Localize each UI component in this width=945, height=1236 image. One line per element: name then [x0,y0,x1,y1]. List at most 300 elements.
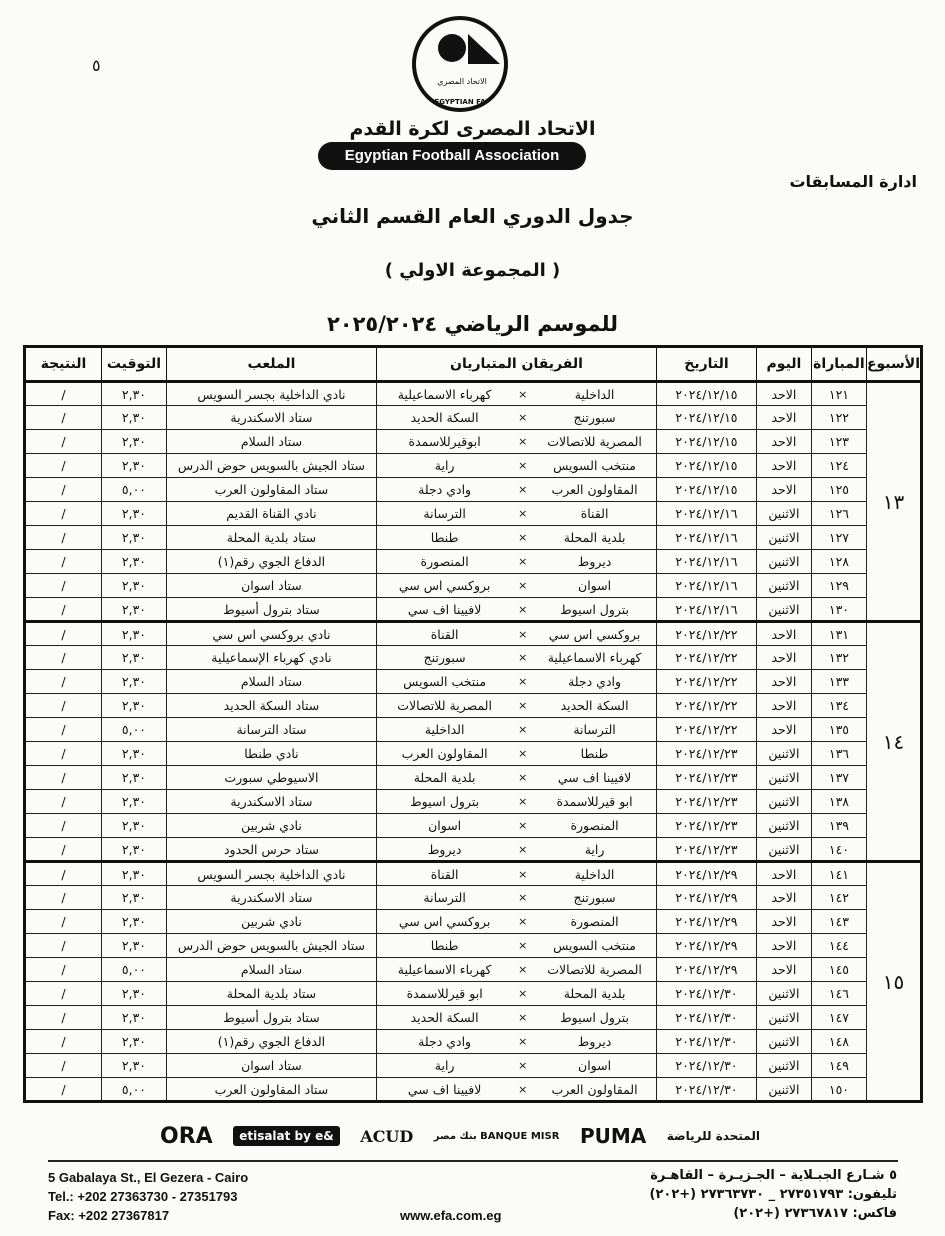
stadium: ستاد المقاولون العرب [166,478,376,502]
time: ٢,٣٠ [101,622,166,646]
match-number: ١٤٥ [811,958,866,982]
vs: × [512,646,533,670]
away-team: بترول اسيوط [376,790,512,814]
group-title: ( المجموعة الاولي ) [384,260,561,281]
vs: × [512,814,533,838]
stadium: ستاد السلام [166,670,376,694]
match-number: ١٢٩ [811,574,866,598]
vs: × [512,478,533,502]
time: ٢,٣٠ [101,790,166,814]
vs: × [512,526,533,550]
match-number: ١٣٦ [811,742,866,766]
day: الاثنين [756,574,811,598]
vs: × [512,958,533,982]
vs: × [512,382,533,406]
home-team: الترسانة [533,718,656,742]
table-row [25,790,922,814]
time: ٢,٣٠ [101,982,166,1006]
match-number: ١٤٢ [811,886,866,910]
vs: × [512,550,533,574]
stadium: ستاد اسوان [166,1054,376,1078]
day: الاحد [756,934,811,958]
vs: × [512,790,533,814]
date: ٢٠٢٤/١٢/٢٢ [656,718,756,742]
stadium: نادي الداخلية بجسر السويس [166,382,376,406]
header-date: التاريخ [656,347,756,382]
vs: × [512,598,533,622]
day: الاثنين [756,1078,811,1102]
result: / [25,862,102,886]
result: / [25,478,102,502]
org-name-arabic: الاتحاد المصرى لكرة القدم [349,118,596,140]
away-team: ابوقيرللاسمدة [376,430,512,454]
day: الاحد [756,454,811,478]
home-team: راية [533,838,656,862]
time: ٢,٣٠ [101,694,166,718]
date: ٢٠٢٤/١٢/١٥ [656,454,756,478]
stadium: نادي شربين [166,814,376,838]
vs: × [512,670,533,694]
away-team: راية [376,454,512,478]
table-row [25,886,922,910]
table-row [25,766,922,790]
schedule-title: جدول الدوري العام القسم الثاني [311,204,634,228]
vs: × [512,742,533,766]
home-team: المقاولون العرب [533,478,656,502]
fixtures-table [23,345,923,1103]
match-number: ١٣٤ [811,694,866,718]
home-team: ديروط [533,1030,656,1054]
away-team: بلدية المحلة [376,766,512,790]
time: ٢,٣٠ [101,910,166,934]
match-number: ١٣٧ [811,766,866,790]
result: / [25,934,102,958]
away-team: لافيينا اف سي [376,1078,512,1102]
day: الاثنين [756,790,811,814]
time: ٢,٣٠ [101,406,166,430]
vs: × [512,1054,533,1078]
match-number: ١٢٣ [811,430,866,454]
date: ٢٠٢٤/١٢/١٦ [656,574,756,598]
date: ٢٠٢٤/١٢/١٥ [656,382,756,406]
away-team: طنطا [376,526,512,550]
away-team: وادي دجلة [376,478,512,502]
away-team: كهرباء الاسماعيلية [376,382,512,406]
vs: × [512,1006,533,1030]
sponsor-banque-misr: بنك مصر BANQUE MISR [433,1130,560,1142]
vs: × [512,622,533,646]
stadium: ستاد السلام [166,430,376,454]
match-number: ١٣٢ [811,646,866,670]
stadium: ستاد الاسكندرية [166,790,376,814]
date: ٢٠٢٤/١٢/٣٠ [656,1006,756,1030]
vs: × [512,766,533,790]
away-team: السكة الحديد [376,406,512,430]
time: ٢,٣٠ [101,430,166,454]
header-week: الأسبوع [866,347,921,382]
home-team: بروكسي اس سي [533,622,656,646]
home-team: المصرية للاتصالات [533,958,656,982]
time: ٢,٣٠ [101,670,166,694]
day: الاثنين [756,982,811,1006]
date: ٢٠٢٤/١٢/٢٢ [656,646,756,670]
table-row [25,598,922,622]
vs: × [512,454,533,478]
day: الاثنين [756,838,811,862]
time: ٥,٠٠ [101,478,166,502]
day: الاحد [756,862,811,886]
date: ٢٠٢٤/١٢/٢٢ [656,670,756,694]
date: ٢٠٢٤/١٢/١٦ [656,598,756,622]
day: الاثنين [756,598,811,622]
time: ٢,٣٠ [101,766,166,790]
stadium: ستاد السكة الحديد [166,694,376,718]
home-team: اسوان [533,1054,656,1078]
match-number: ١٢٤ [811,454,866,478]
time: ٢,٣٠ [101,526,166,550]
time: ٢,٣٠ [101,862,166,886]
table-row [25,622,922,646]
sponsor-etisalat: etisalat by e& [233,1126,340,1146]
date: ٢٠٢٤/١٢/١٥ [656,406,756,430]
table-row [25,814,922,838]
result: / [25,526,102,550]
stadium: ستاد المقاولون العرب [166,1078,376,1102]
match-number: ١٣٣ [811,670,866,694]
away-team: منتخب السويس [376,670,512,694]
table-row [25,502,922,526]
table-row [25,406,922,430]
match-number: ١٣٨ [811,790,866,814]
footer-divider [48,1160,898,1162]
match-number: ١٤٣ [811,910,866,934]
time: ٢,٣٠ [101,646,166,670]
date: ٢٠٢٤/١٢/٣٠ [656,1054,756,1078]
org-name-english: Egyptian Football Association [318,142,586,170]
result: / [25,838,102,862]
result: / [25,790,102,814]
match-number: ١٤٦ [811,982,866,1006]
fax-line: Fax: +202 27367817 [48,1208,170,1223]
vs: × [512,406,533,430]
header-teams: الفريقان المتباريان [376,347,656,382]
stadium: ستاد الاسكندرية [166,886,376,910]
date: ٢٠٢٤/١٢/١٦ [656,526,756,550]
table-row [25,430,922,454]
home-team: المنصورة [533,910,656,934]
home-team: بلدية المحلة [533,526,656,550]
table-row [25,574,922,598]
table-row [25,646,922,670]
address-english [48,1168,248,1225]
date: ٢٠٢٤/١٢/٢٩ [656,862,756,886]
vs: × [512,502,533,526]
time: ٥,٠٠ [101,958,166,982]
header-time: التوقيت [101,347,166,382]
away-team: الترسانة [376,502,512,526]
match-number: ١٤٠ [811,838,866,862]
sponsors-bar [160,1116,760,1156]
table-row [25,526,922,550]
vs: × [512,886,533,910]
match-number: ١٤٤ [811,934,866,958]
table-row [25,910,922,934]
away-team: القناة [376,622,512,646]
date: ٢٠٢٤/١٢/١٦ [656,502,756,526]
day: الاثنين [756,526,811,550]
phone-line-ar: تليفون: ٢٧٣٥١٧٩٣ _ ٢٧٣٦٣٧٣٠ (+٢٠٢) [649,1187,897,1202]
away-team: سبورتنج [376,646,512,670]
result: / [25,1030,102,1054]
match-number: ١٤٧ [811,1006,866,1030]
away-team: اسوان [376,814,512,838]
home-team: القناة [533,502,656,526]
result: / [25,550,102,574]
table-row [25,742,922,766]
time: ٥,٠٠ [101,1078,166,1102]
day: الاثنين [756,742,811,766]
date: ٢٠٢٤/١٢/١٥ [656,430,756,454]
home-team: المصرية للاتصالات [533,430,656,454]
away-team: وادي دجلة [376,1030,512,1054]
result: / [25,910,102,934]
logo-text-ar: الاتحاد المصري [437,77,487,86]
address-line: 5 Gabalaya St., El Gezera - Cairo [48,1170,249,1185]
home-team: سبورتنج [533,406,656,430]
vs: × [512,838,533,862]
result: / [25,958,102,982]
address-arabic [650,1166,898,1223]
header-match: المباراة [811,347,866,382]
page-number: ٥ [92,56,101,75]
header-result: النتيجة [25,347,102,382]
stadium: ستاد بترول أسيوط [166,598,376,622]
time: ٢,٣٠ [101,574,166,598]
date: ٢٠٢٤/١٢/٢٣ [656,814,756,838]
day: الاثنين [756,766,811,790]
stadium: نادي شربين [166,910,376,934]
table-row [25,382,922,406]
header-day: اليوم [756,347,811,382]
stadium: نادي كهرباء الإسماعيلية [166,646,376,670]
date: ٢٠٢٤/١٢/٢٩ [656,886,756,910]
date: ٢٠٢٤/١٢/٢٢ [656,622,756,646]
stadium: ستاد السلام [166,958,376,982]
time: ٥,٠٠ [101,718,166,742]
day: الاحد [756,694,811,718]
result: / [25,766,102,790]
away-team: القناة [376,862,512,886]
vs: × [512,694,533,718]
date: ٢٠٢٤/١٢/٢٩ [656,958,756,982]
day: الاثنين [756,502,811,526]
time: ٢,٣٠ [101,550,166,574]
date: ٢٠٢٤/١٢/٣٠ [656,982,756,1006]
result: / [25,502,102,526]
efa-logo [410,14,510,114]
home-team: بلدية المحلة [533,982,656,1006]
result: / [25,598,102,622]
stadium: نادي طنطا [166,742,376,766]
away-team: ابو قيرللاسمدة [376,982,512,1006]
vs: × [512,1030,533,1054]
date: ٢٠٢٤/١٢/٢٣ [656,742,756,766]
day: الاحد [756,430,811,454]
result: / [25,382,102,406]
time: ٢,٣٠ [101,1054,166,1078]
website-link[interactable]: www.efa.com.eg [400,1208,502,1223]
table-row [25,838,922,862]
match-number: ١٣٥ [811,718,866,742]
day: الاحد [756,478,811,502]
vs: × [512,430,533,454]
day: الاثنين [756,1054,811,1078]
table-row [25,862,922,886]
home-team: المنصورة [533,814,656,838]
time: ٢,٣٠ [101,454,166,478]
vs: × [512,1078,533,1102]
away-team: بروكسي اس سي [376,574,512,598]
vs: × [512,910,533,934]
stadium: ستاد بترول أسيوط [166,1006,376,1030]
date: ٢٠٢٤/١٢/٢٢ [656,694,756,718]
away-team: طنطا [376,934,512,958]
home-team: ابو قيرللاسمدة [533,790,656,814]
date: ٢٠٢٤/١٢/٢٩ [656,934,756,958]
table-row [25,550,922,574]
time: ٢,٣٠ [101,502,166,526]
week-number: ١٣ [866,382,921,622]
time: ٢,٣٠ [101,598,166,622]
stadium: الدفاع الجوي رقم(١) [166,1030,376,1054]
table-row [25,1078,922,1102]
sponsor-united-sports: المتحدة للرياضة [666,1129,760,1143]
date: ٢٠٢٤/١٢/١٥ [656,478,756,502]
vs: × [512,718,533,742]
home-team: كهرباء الاسماعيلية [533,646,656,670]
result: / [25,574,102,598]
result: / [25,622,102,646]
time: ٢,٣٠ [101,382,166,406]
stadium: ستاد الجيش بالسويس حوض الدرس [166,934,376,958]
week-number: ١٥ [866,862,921,1102]
time: ٢,٣٠ [101,814,166,838]
result: / [25,454,102,478]
away-team: المقاولون العرب [376,742,512,766]
table-row [25,478,922,502]
result: / [25,646,102,670]
table-row [25,1030,922,1054]
date: ٢٠٢٤/١٢/٢٣ [656,790,756,814]
stadium: نادي بروكسي اس سي [166,622,376,646]
day: الاثنين [756,1006,811,1030]
date: ٢٠٢٤/١٢/٢٩ [656,910,756,934]
match-number: ١٤١ [811,862,866,886]
table-row [25,1006,922,1030]
result: / [25,430,102,454]
home-team: سبورتنج [533,886,656,910]
sponsor-ora: ORA [160,1123,213,1149]
match-number: ١٢٢ [811,406,866,430]
away-team: الداخلية [376,718,512,742]
time: ٢,٣٠ [101,934,166,958]
date: ٢٠٢٤/١٢/٢٣ [656,838,756,862]
away-team: المصرية للاتصالات [376,694,512,718]
date: ٢٠٢٤/١٢/٣٠ [656,1030,756,1054]
sponsor-acud: ACUD [360,1126,414,1146]
away-team: لافيينا اف سي [376,598,512,622]
day: الاثنين [756,550,811,574]
table-row [25,694,922,718]
result: / [25,670,102,694]
away-team: كهرباء الاسماعيلية [376,958,512,982]
date: ٢٠٢٤/١٢/٣٠ [656,1078,756,1102]
away-team: راية [376,1054,512,1078]
away-team: الترسانة [376,886,512,910]
time: ٢,٣٠ [101,742,166,766]
away-team: المنصورة [376,550,512,574]
day: الاحد [756,958,811,982]
table-row [25,670,922,694]
home-team: منتخب السويس [533,934,656,958]
table-row [25,958,922,982]
time: ٢,٣٠ [101,1006,166,1030]
day: الاحد [756,670,811,694]
stadium: ستاد الترسانة [166,718,376,742]
stadium: نادي القناة القديم [166,502,376,526]
stadium: ستاد حرس الحدود [166,838,376,862]
day: الاحد [756,910,811,934]
result: / [25,1078,102,1102]
date: ٢٠٢٤/١٢/١٦ [656,550,756,574]
day: الاحد [756,406,811,430]
home-team: المقاولون العرب [533,1078,656,1102]
match-number: ١٥٠ [811,1078,866,1102]
vs: × [512,862,533,886]
home-team: طنطا [533,742,656,766]
address-line-ar: ٥ شـارع الجبـلاية – الجـزيـرة – القاهـرة [650,1168,897,1183]
match-number: ١٣١ [811,622,866,646]
away-team: بروكسي اس سي [376,910,512,934]
home-team: الداخلية [533,382,656,406]
date: ٢٠٢٤/١٢/٢٣ [656,766,756,790]
match-number: ١٣٠ [811,598,866,622]
stadium: ستاد بلدية المحلة [166,982,376,1006]
match-number: ١٤٩ [811,1054,866,1078]
match-number: ١٢٥ [811,478,866,502]
phone-line: Tel.: +202 27363730 - 27351793 [48,1189,238,1204]
logo-text-en: EGYPTIAN FA [434,98,486,106]
home-team: وادي دجلة [533,670,656,694]
match-number: ١٤٨ [811,1030,866,1054]
table-header [25,347,922,382]
home-team: السكة الحديد [533,694,656,718]
stadium: ستاد الجيش بالسويس حوض الدرس [166,454,376,478]
result: / [25,694,102,718]
sponsor-puma: PUMA [579,1124,647,1148]
day: الاحد [756,622,811,646]
time: ٢,٣٠ [101,838,166,862]
table-row [25,454,922,478]
vs: × [512,934,533,958]
day: الاثنين [756,1030,811,1054]
table-row [25,1054,922,1078]
stadium: نادي الداخلية بجسر السويس [166,862,376,886]
stadium: الاسيوطي سبورت [166,766,376,790]
home-team: لافيينا اف سي [533,766,656,790]
vs: × [512,574,533,598]
stadium: ستاد بلدية المحلة [166,526,376,550]
